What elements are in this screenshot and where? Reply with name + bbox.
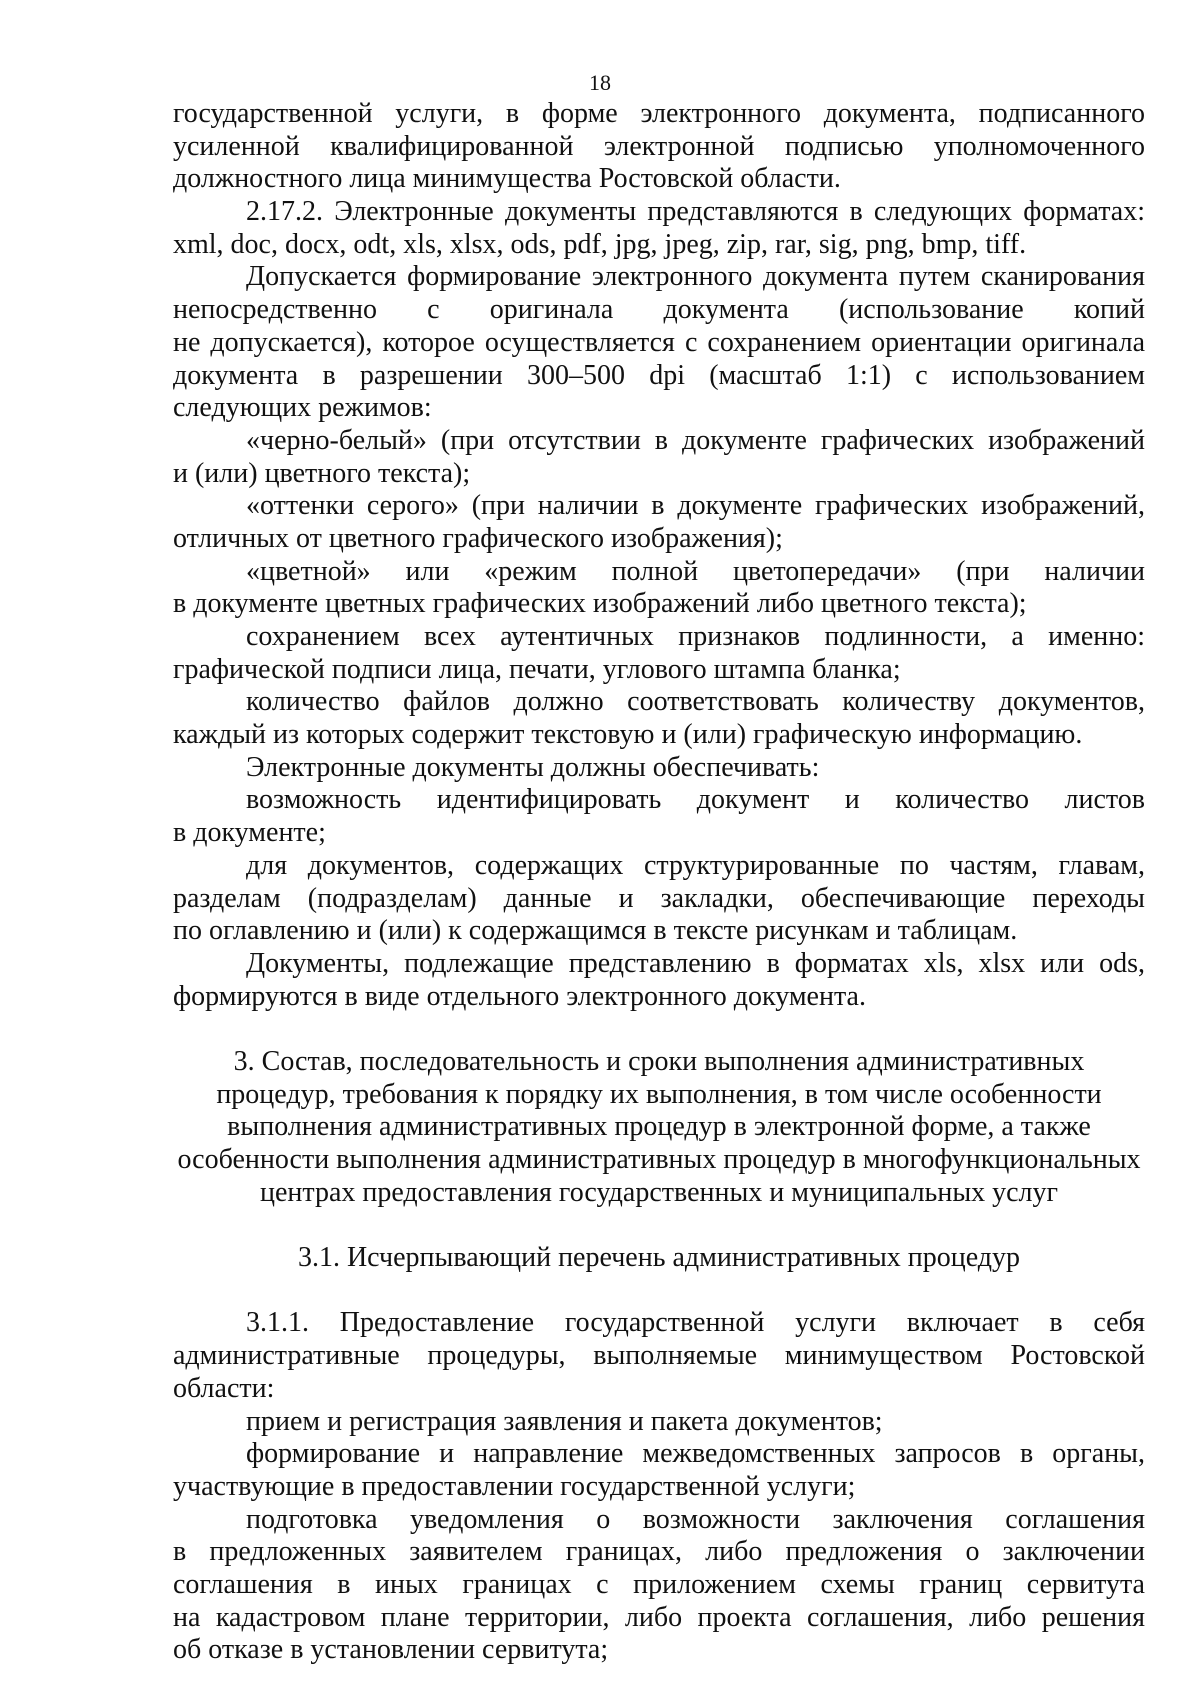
text-line: документа в разрешении 300–500 dpi (масштаб 1:1) с использованием — [173, 359, 1145, 391]
blank-line — [173, 1275, 1145, 1308]
text-line: должностного лица минимущества Ростовской области. — [173, 163, 841, 195]
heading-line: 3.1. Исчерпывающий перечень административных процедур — [297, 1242, 1021, 1274]
heading-line: 3. Состав, последовательность и сроки выполнения административных — [233, 1045, 1085, 1077]
text-line: административные процедуры, выполняемые минимуществом Ростовской — [173, 1340, 1145, 1372]
text-line: прием и регистрация заявления и пакета документов; — [246, 1405, 883, 1437]
heading-line: процедур, требования к порядку их выполнения, в том числе особенности — [216, 1078, 1102, 1110]
heading-line: выполнения административных процедур в электронной форме, а также — [227, 1111, 1091, 1143]
text-line: следующих режимов: — [173, 392, 432, 424]
heading-line: особенности выполнения административных процедур в многофункциональных — [177, 1144, 1141, 1175]
text-line: в документе цветных графических изображений либо цветного текста); — [173, 588, 1027, 620]
text-line: графической подписи лица, печати, углового штампа бланка; — [173, 653, 901, 685]
text-line: Электронные документы должны обеспечивать: — [246, 751, 820, 783]
page-number: 18 — [589, 70, 611, 95]
text-line: по оглавлению и (или) к содержащимся в тексте рисункам и таблицам. — [173, 915, 1018, 947]
blank-line — [173, 1013, 1145, 1046]
text-line: сохранением всех аутентичных признаков подлинности, а именно: — [246, 621, 1145, 652]
text-line: подготовка уведомления о возможности заключения соглашения — [246, 1503, 1145, 1535]
text-line: формирование и направление межведомственных запросов в органы, — [246, 1438, 1145, 1470]
text-line: 3.1.1. Предоставление государственной услуги включает в себя — [246, 1307, 1145, 1339]
text-line: для документов, содержащих структурированные по частям, главам, — [246, 849, 1145, 881]
text-line: «черно-белый» (при отсутствии в документе графических изображений — [246, 424, 1145, 456]
text-line: возможность идентифицировать документ и количество листов — [246, 784, 1145, 816]
document-body — [173, 98, 1145, 1667]
text-line: и (или) цветного текста); — [173, 457, 471, 489]
text-line: области: — [173, 1372, 275, 1404]
text-line: Документы, подлежащие представлению в форматах xls, xlsx или ods, — [246, 947, 1145, 979]
text-line: усиленной квалифицированной электронной подписью уполномоченного — [173, 130, 1145, 162]
text-line: участвующие в предоставлении государственной услуги; — [173, 1470, 856, 1502]
heading-line: центрах предоставления государственных и муниципальных услуг — [259, 1176, 1059, 1208]
text-line: непосредственно с оригинала документа (использование копий — [173, 294, 1145, 326]
text-line: отличных от цветного графического изображения); — [173, 522, 783, 554]
text-line: каждый из которых содержит текстовую и (или) графическую информацию. — [173, 719, 1083, 751]
text-line: в документе; — [173, 817, 326, 849]
text-line: формируются в виде отдельного электронного документа. — [173, 980, 866, 1012]
text-line: на кадастровом плане территории, либо проекта соглашения, либо решения — [173, 1601, 1145, 1633]
text-line: не допускается), которое осуществляется с сохранением ориентации оригинала — [173, 326, 1145, 358]
text-line: об отказе в установлении сервитута; — [173, 1634, 609, 1666]
text-line: 2.17.2. Электронные документы представляются в следующих форматах: — [246, 196, 1145, 228]
text-line: Допускается формирование электронного документа путем сканирования — [246, 261, 1145, 293]
text-line: «цветной» или «режим полной цветопередачи» (при наличии — [246, 555, 1145, 587]
text-line: «оттенки серого» (при наличии в документе графических изображений, — [246, 490, 1145, 522]
text-line: государственной услуги, в форме электронного документа, подписанного — [173, 98, 1145, 129]
text-line: xml, doc, docx, odt, xls, xlsx, ods, pdf, jpg, jpeg, zip, rar, sig, png, bmp, tiff. — [173, 228, 1027, 260]
text-line: разделам (подразделам) данные и закладки, обеспечивающие переходы — [173, 882, 1145, 914]
blank-line — [173, 1209, 1145, 1242]
text-line: соглашения в иных границах с приложением схемы границ сервитута — [173, 1568, 1145, 1600]
text-line: в предложенных заявителем границах, либо предложения о заключении — [173, 1536, 1145, 1568]
text-line: количество файлов должно соответствовать количеству документов, — [246, 686, 1145, 718]
